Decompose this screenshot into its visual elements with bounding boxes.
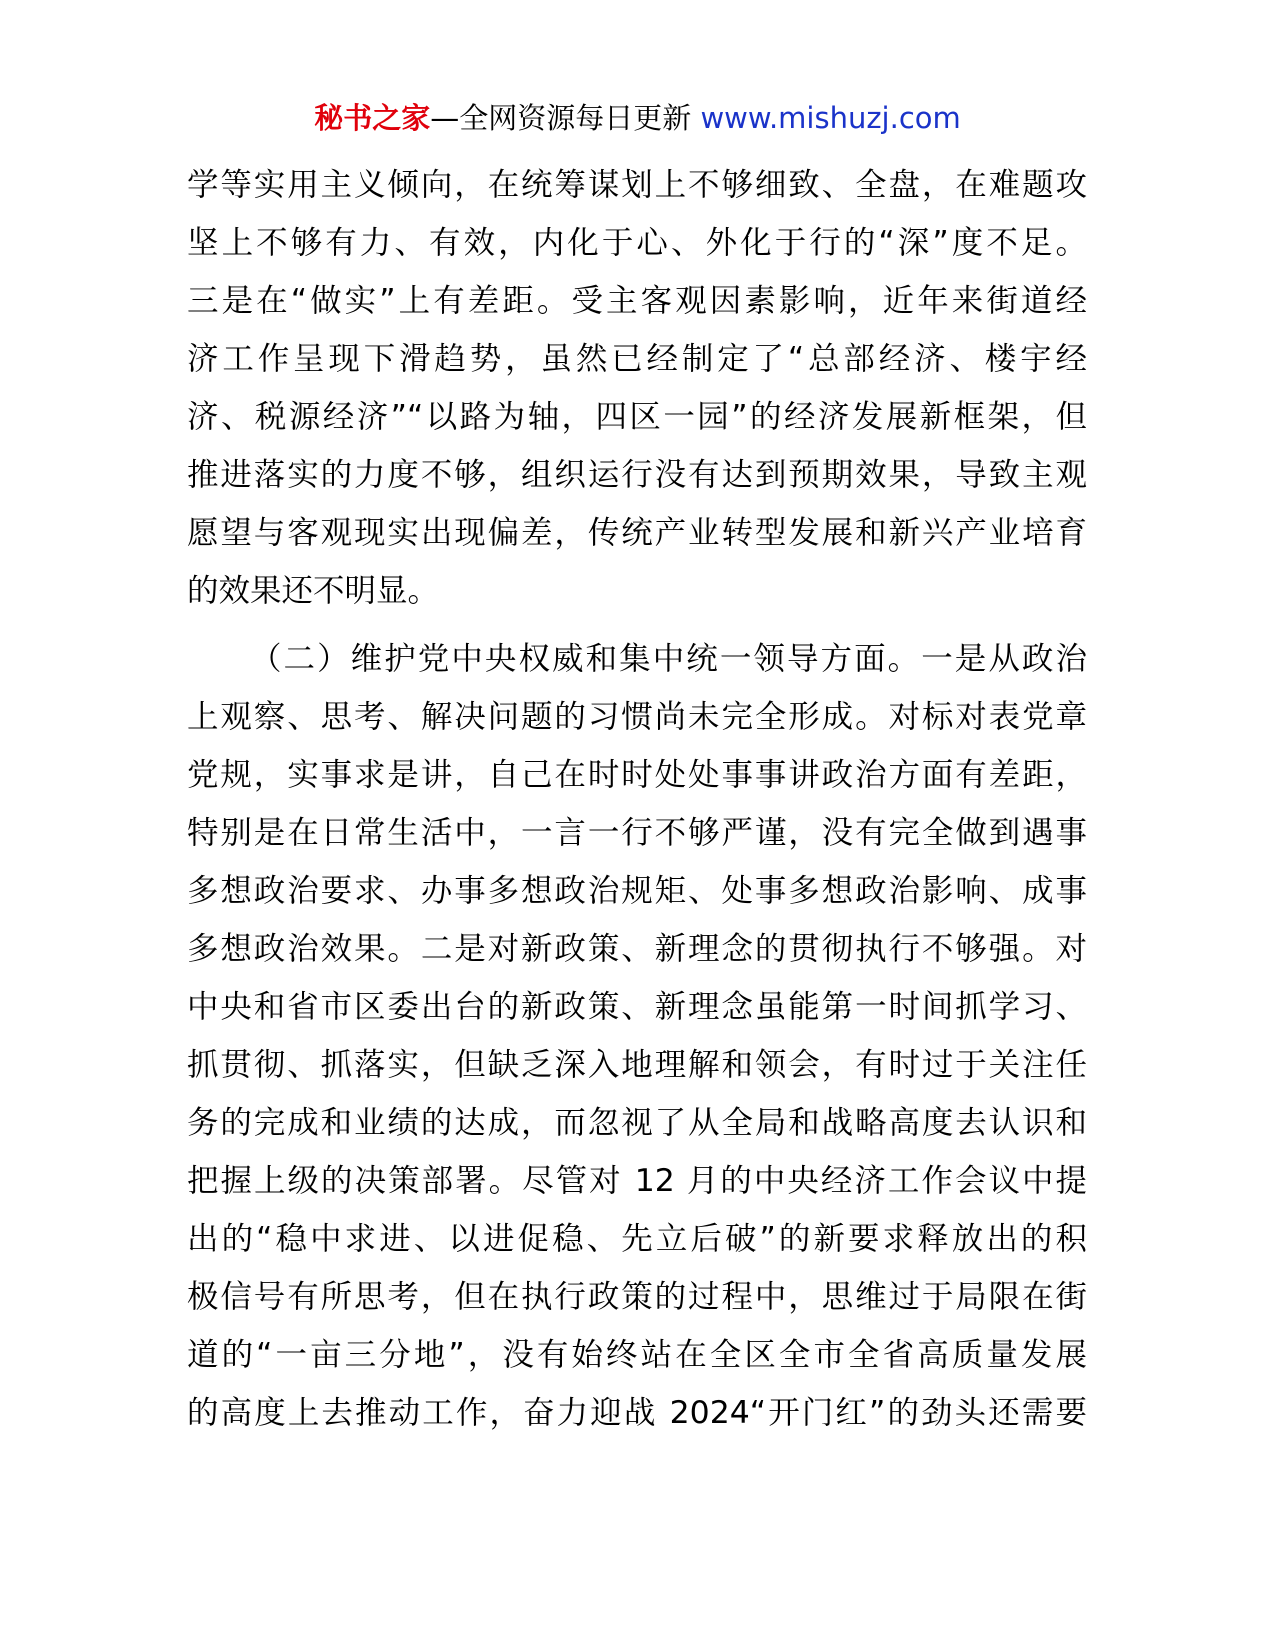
text-line: 学等实用主义倾向，在统筹谋划上不够细致、全盘，在难题攻: [187, 167, 1087, 203]
site-tagline: —全网资源每日更新: [430, 101, 701, 135]
text-line: 道的“一亩三分地”，没有始终站在全区全市全省高质量发展: [187, 1337, 1087, 1373]
text-line: 济工作呈现下滑趋势，虽然已经制定了“总部经济、楼宇经: [187, 341, 1087, 377]
text-line: 坚上不够有力、有效，内化于心、外化于行的“深”度不足。: [187, 225, 1087, 261]
site-header: [0, 98, 1275, 138]
text-line: 出的“稳中求进、以进促稳、先立后破”的新要求释放出的积: [187, 1221, 1087, 1257]
text-line: 党规，实事求是讲，自己在时时处处事事讲政治方面有差距，: [187, 757, 1087, 793]
paragraph-2: [187, 630, 1087, 1442]
text-line: 三是在“做实”上有差距。受主客观因素影响，近年来街道经: [187, 283, 1087, 319]
text-line: 把握上级的决策部署。尽管对 12 月的中央经济工作会议中提: [187, 1163, 1087, 1199]
text-line: 上观察、思考、解决问题的习惯尚未完全形成。对标对表党章: [187, 699, 1087, 735]
text-line: 济、税源经济”“以路为轴，四区一园”的经济发展新框架，但: [187, 399, 1087, 435]
text-line: 推进落实的力度不够，组织运行没有达到预期效果，导致主观: [187, 457, 1087, 493]
text-line: 愿望与客观现实出现偏差，传统产业转型发展和新兴产业培育: [187, 515, 1087, 551]
site-brand: 秘书之家: [314, 101, 431, 135]
text-line: 中央和省市区委出台的新政策、新理念虽能第一时间抓学习、: [187, 989, 1087, 1025]
text-line: 抓贯彻、抓落实，但缺乏深入地理解和领会，有时过于关注任: [187, 1047, 1087, 1083]
document-body: [187, 156, 1087, 1442]
paragraph-spacer: [187, 620, 1087, 630]
site-url-link[interactable]: www.mishuzj.com: [700, 101, 961, 135]
text-line: 极信号有所思考，但在执行政策的过程中，思维过于局限在街: [187, 1279, 1087, 1315]
paragraph-1: [187, 156, 1087, 620]
text-line: 的效果还不明显。: [187, 573, 440, 609]
text-line: 特别是在日常生活中，一言一行不够严谨，没有完全做到遇事: [187, 815, 1087, 851]
text-line: 的高度上去推动工作，奋力迎战 2024“开门红”的劲头还需要: [187, 1395, 1087, 1431]
text-line: 多想政治效果。二是对新政策、新理念的贯彻执行不够强。对: [187, 931, 1087, 967]
text-line: （二）维护党中央权威和集中统一领导方面。一是从政治: [250, 641, 1087, 677]
text-line: 多想政治要求、办事多想政治规矩、处事多想政治影响、成事: [187, 873, 1087, 909]
text-line: 务的完成和业绩的达成，而忽视了从全局和战略高度去认识和: [187, 1105, 1087, 1141]
